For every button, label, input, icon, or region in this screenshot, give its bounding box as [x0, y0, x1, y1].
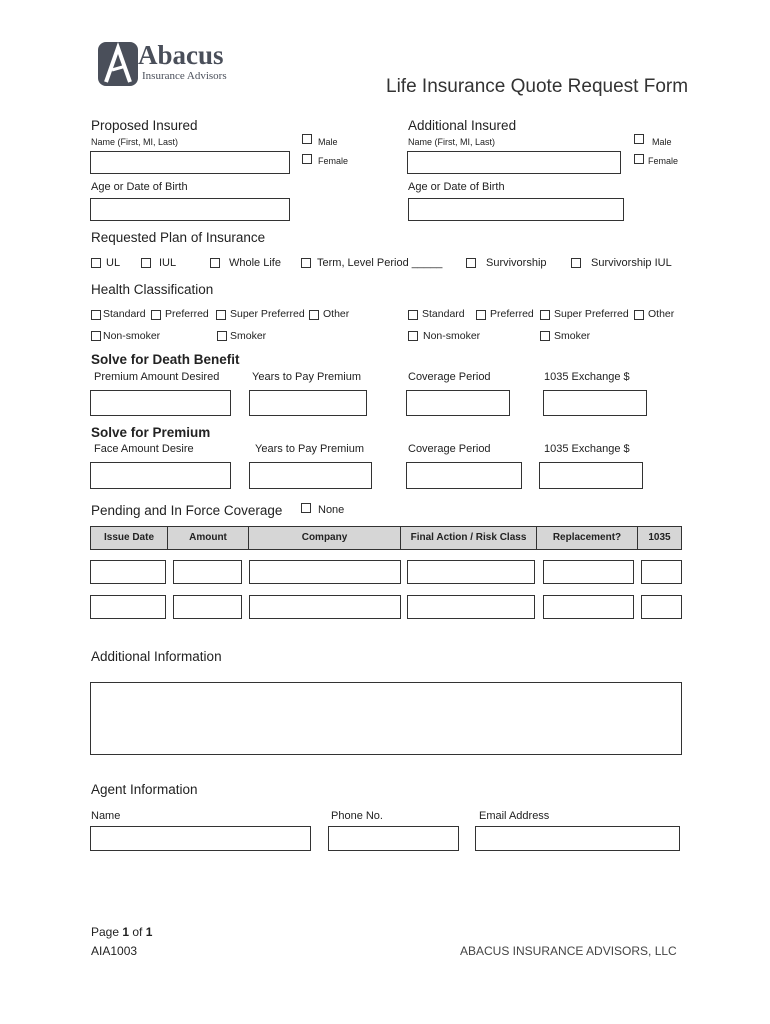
form-title: Life Insurance Quote Request Form	[386, 76, 689, 97]
proposed-male-checkbox[interactable]	[302, 134, 312, 144]
logo-name: Abacus	[138, 40, 224, 70]
row1-1035-input[interactable]	[641, 560, 682, 584]
row1-issue-date-input[interactable]	[90, 560, 166, 584]
premium-years-label: Years to Pay Premium	[255, 443, 365, 455]
proposed-male-label: Male	[318, 137, 338, 147]
health-right-super-preferred-label: Super Preferred	[554, 308, 629, 320]
plan-survivorship-checkbox[interactable]	[466, 258, 476, 268]
health-left-smoker-checkbox[interactable]	[217, 331, 227, 341]
health-classification-title: Health Classification	[91, 282, 214, 297]
proposed-female-checkbox[interactable]	[302, 154, 312, 164]
proposed-name-label: Name (First, MI, Last)	[91, 137, 179, 147]
health-right-other-checkbox[interactable]	[634, 310, 644, 320]
health-right-preferred-checkbox[interactable]	[476, 310, 486, 320]
page-number: 1	[122, 925, 130, 939]
agent-name-input[interactable]	[90, 826, 311, 851]
death-premium-input[interactable]	[90, 390, 231, 416]
proposed-name-input[interactable]	[90, 151, 290, 174]
premium-coverage-input[interactable]	[406, 462, 522, 489]
additional-name-input[interactable]	[407, 151, 621, 174]
page-of: of	[129, 925, 146, 939]
logo	[96, 40, 256, 90]
plan-whole-life-label: Whole Life	[229, 257, 281, 269]
health-right-smoker-label: Smoker	[554, 330, 591, 342]
plan-survivorship-label: Survivorship	[486, 257, 547, 269]
additional-insured-title: Additional Insured	[408, 118, 517, 133]
premium-exchange-input[interactable]	[539, 462, 643, 489]
abacus-logo-icon	[96, 40, 140, 88]
health-left-preferred-checkbox[interactable]	[151, 310, 161, 320]
health-left-standard-checkbox[interactable]	[91, 310, 101, 320]
row2-company-input[interactable]	[249, 595, 401, 619]
row2-replacement-input[interactable]	[543, 595, 634, 619]
coverage-none-checkbox[interactable]	[301, 503, 311, 513]
health-right-preferred-label: Preferred	[490, 308, 534, 320]
premium-title: Solve for Premium	[91, 425, 211, 440]
row1-replacement-input[interactable]	[543, 560, 634, 584]
health-left-super-preferred-checkbox[interactable]	[216, 310, 226, 320]
row2-issue-date-input[interactable]	[90, 595, 166, 619]
plan-whole-life-checkbox[interactable]	[210, 258, 220, 268]
additional-info-title: Additional Information	[91, 649, 222, 664]
form-code: AIA1003	[91, 944, 138, 958]
additional-male-label: Male	[652, 137, 672, 147]
death-exchange-label: 1035 Exchange $	[544, 371, 630, 383]
death-benefit-title: Solve for Death Benefit	[91, 352, 240, 367]
col-replacement: Replacement?	[536, 526, 638, 550]
agent-email-label: Email Address	[479, 810, 550, 822]
plan-iul-checkbox[interactable]	[141, 258, 151, 268]
death-years-label: Years to Pay Premium	[252, 371, 362, 383]
additional-female-label: Female	[648, 156, 679, 166]
health-left-non-smoker-checkbox[interactable]	[91, 331, 101, 341]
row1-amount-input[interactable]	[173, 560, 242, 584]
proposed-age-input[interactable]	[90, 198, 290, 221]
premium-face-input[interactable]	[90, 462, 231, 489]
plan-iul-label: IUL	[159, 257, 177, 269]
proposed-female-label: Female	[318, 156, 349, 166]
health-left-smoker-label: Smoker	[230, 330, 267, 342]
health-right-smoker-checkbox[interactable]	[540, 331, 550, 341]
health-right-super-preferred-checkbox[interactable]	[540, 310, 550, 320]
col-1035: 1035	[637, 526, 682, 550]
additional-male-checkbox[interactable]	[634, 134, 644, 144]
health-left-non-smoker-label: Non-smoker	[103, 330, 161, 342]
row2-final-action-input[interactable]	[407, 595, 535, 619]
premium-face-label: Face Amount Desire	[94, 443, 194, 455]
row2-amount-input[interactable]	[173, 595, 242, 619]
plan-survivorship-iul-checkbox[interactable]	[571, 258, 581, 268]
health-left-preferred-label: Preferred	[165, 308, 209, 320]
health-left-other-label: Other	[323, 308, 350, 320]
health-right-standard-checkbox[interactable]	[408, 310, 418, 320]
row1-final-action-input[interactable]	[407, 560, 535, 584]
col-company: Company	[248, 526, 401, 550]
health-right-standard-label: Standard	[422, 308, 465, 320]
health-right-other-label: Other	[648, 308, 675, 320]
health-left-other-checkbox[interactable]	[309, 310, 319, 320]
additional-age-input[interactable]	[408, 198, 624, 221]
health-left-super-preferred-label: Super Preferred	[230, 308, 305, 320]
col-final-action: Final Action / Risk Class	[400, 526, 537, 550]
proposed-insured-title: Proposed Insured	[91, 118, 198, 133]
page-prefix: Page	[91, 925, 123, 939]
agent-email-input[interactable]	[475, 826, 680, 851]
plan-ul-label: UL	[106, 257, 121, 269]
coverage-title: Pending and In Force Coverage	[91, 503, 283, 518]
premium-exchange-label: 1035 Exchange $	[544, 443, 630, 455]
proposed-age-label: Age or Date of Birth	[91, 181, 188, 193]
death-years-input[interactable]	[249, 390, 367, 416]
agent-phone-input[interactable]	[328, 826, 459, 851]
agent-info-title: Agent Information	[91, 782, 198, 797]
plan-survivorship-iul-label: Survivorship IUL	[591, 257, 672, 269]
col-amount: Amount	[167, 526, 249, 550]
row2-1035-input[interactable]	[641, 595, 682, 619]
page-total: 1	[145, 925, 153, 939]
col-issue-date: Issue Date	[90, 526, 168, 550]
agent-name-label: Name	[91, 810, 121, 822]
death-coverage-input[interactable]	[406, 390, 510, 416]
premium-coverage-label: Coverage Period	[408, 443, 491, 455]
death-exchange-input[interactable]	[543, 390, 647, 416]
health-right-non-smoker-label: Non-smoker	[423, 330, 481, 342]
additional-name-label: Name (First, MI, Last)	[408, 137, 496, 147]
coverage-none-label: None	[318, 504, 345, 516]
page-indicator	[91, 925, 152, 939]
death-premium-label: Premium Amount Desired	[94, 371, 220, 383]
additional-info-textarea[interactable]	[90, 682, 682, 755]
plan-term-label: Term, Level Period _____	[317, 257, 443, 269]
health-right-non-smoker-checkbox[interactable]	[408, 331, 418, 341]
plan-ul-checkbox[interactable]	[91, 258, 101, 268]
row1-company-input[interactable]	[249, 560, 401, 584]
additional-age-label: Age or Date of Birth	[408, 181, 505, 193]
health-left-standard-label: Standard	[103, 308, 146, 320]
logo-subtitle: Insurance Advisors	[142, 70, 227, 82]
death-coverage-label: Coverage Period	[408, 371, 491, 383]
premium-years-input[interactable]	[249, 462, 372, 489]
requested-plan-title: Requested Plan of Insurance	[91, 230, 266, 245]
plan-term-checkbox[interactable]	[301, 258, 311, 268]
additional-female-checkbox[interactable]	[634, 154, 644, 164]
agent-phone-label: Phone No.	[331, 810, 383, 822]
footer-company: ABACUS INSURANCE ADVISORS, LLC	[460, 944, 677, 958]
